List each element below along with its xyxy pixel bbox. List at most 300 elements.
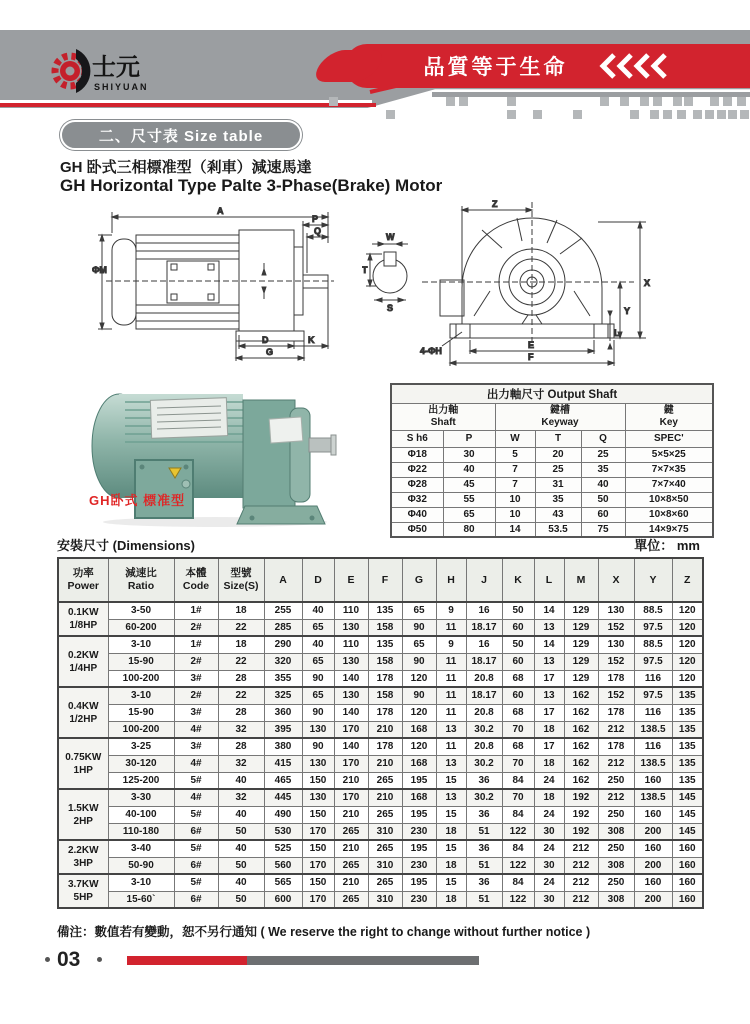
dim-cell: 122	[502, 891, 534, 908]
size-cell: 40	[218, 840, 264, 857]
dim-cell: 140	[334, 738, 368, 755]
slogan-text: 品質等于生命	[423, 56, 568, 79]
keyway-group-cn: 鍵槽	[550, 404, 570, 416]
power-kw: 0.2KW	[67, 649, 99, 661]
dim-cell: 14	[534, 636, 564, 653]
dim-cell: 210	[334, 772, 368, 789]
dim-cell: 530	[264, 823, 302, 840]
decorative-square	[693, 110, 702, 119]
dim-cell: 30.2	[466, 789, 502, 806]
main-col-header-cn: 本體	[185, 567, 207, 579]
shaft-cell: 10	[495, 492, 535, 507]
dim-cell: 140	[334, 670, 368, 687]
dim-cell: 110	[334, 602, 368, 619]
dim-cell: 110	[334, 636, 368, 653]
code-cell: 5#	[174, 840, 218, 857]
key-group-en: Key	[659, 416, 678, 428]
dim-cell: 30	[534, 823, 564, 840]
dim-cell: 290	[264, 636, 302, 653]
dim-cell: 30	[534, 891, 564, 908]
size-cell: 18	[218, 636, 264, 653]
dim-cell: 120	[672, 636, 703, 653]
shaft-cell: 75	[581, 522, 625, 537]
main-col-header	[108, 558, 174, 602]
main-col-header-dim: G	[402, 558, 436, 602]
dim-cell: 355	[264, 670, 302, 687]
dim-cell: 160	[672, 857, 703, 874]
dim-cell: 36	[466, 840, 502, 857]
dim-cell: 65	[302, 687, 334, 704]
dim-cell: 18	[436, 857, 466, 874]
size-cell: 22	[218, 653, 264, 670]
dim-cell: 36	[466, 806, 502, 823]
dim-cell: 212	[598, 755, 634, 772]
power-kw: 3.7KW	[67, 879, 99, 890]
ratio-cell: 3-10	[108, 874, 174, 891]
decorative-square	[446, 97, 455, 106]
dim-cell: 212	[564, 874, 598, 891]
ratio-cell: 3-50	[108, 602, 174, 619]
dim-cell: 210	[334, 874, 368, 891]
dim-cell: 490	[264, 806, 302, 823]
dim-cell: 9	[436, 602, 466, 619]
power-hp: 1/8HP	[69, 620, 98, 631]
decorative-square	[705, 110, 714, 119]
dim-cell: 122	[502, 823, 534, 840]
ratio-cell: 100-200	[108, 670, 174, 687]
dim-label-s: S	[387, 303, 394, 313]
main-table-row	[58, 653, 703, 670]
shaft-cell: 5×5×25	[625, 447, 713, 462]
dim-cell: 135	[368, 602, 402, 619]
main-col-header-dim: K	[502, 558, 534, 602]
shaft-table-row	[391, 492, 713, 507]
dim-cell: 135	[672, 704, 703, 721]
dim-label-d: D	[262, 335, 269, 345]
dim-label-t: T	[362, 265, 368, 275]
dim-cell: 160	[672, 840, 703, 857]
dim-cell: 15	[436, 840, 466, 857]
shaft-cell: 80	[443, 522, 495, 537]
dim-cell: 122	[502, 857, 534, 874]
dim-cell: 15	[436, 874, 466, 891]
page-title-cn: GH 卧式三相標准型（剎車）減速馬達	[60, 159, 312, 176]
ratio-cell: 110-180	[108, 823, 174, 840]
decorative-square	[640, 97, 649, 106]
shaft-cell: Φ32	[391, 492, 443, 507]
decorative-square	[740, 110, 749, 119]
dim-cell: 162	[564, 738, 598, 755]
main-col-header-dim: F	[368, 558, 402, 602]
dim-cell: 178	[598, 670, 634, 687]
dim-cell: 200	[634, 823, 672, 840]
footnote: 備注：數值若有變動，恕不另行通知 ( We reserve the right to change without further notice )	[57, 925, 591, 939]
dim-cell: 170	[334, 789, 368, 806]
main-table-row	[58, 806, 703, 823]
dim-cell: 250	[598, 874, 634, 891]
main-table-row	[58, 738, 703, 755]
dim-cell: 65	[402, 636, 436, 653]
dim-cell: 120	[402, 670, 436, 687]
dim-cell: 210	[368, 789, 402, 806]
main-col-header-dim: J	[466, 558, 502, 602]
power-kw: 2.2KW	[67, 845, 99, 856]
dim-label-q: Q	[314, 226, 322, 236]
shaft-cell: 10×8×60	[625, 507, 713, 522]
code-cell: 2#	[174, 687, 218, 704]
dim-cell: 60	[502, 653, 534, 670]
code-cell: 4#	[174, 721, 218, 738]
shaft-cell: 10×8×50	[625, 492, 713, 507]
power-hp: 5HP	[73, 892, 93, 903]
dim-cell: 84	[502, 772, 534, 789]
dim-cell: 24	[534, 840, 564, 857]
power-hp: 1/2HP	[69, 713, 98, 725]
dim-cell: 195	[402, 806, 436, 823]
dim-cell: 192	[564, 823, 598, 840]
dim-cell: 150	[302, 874, 334, 891]
dim-cell: 210	[368, 755, 402, 772]
dim-cell: 130	[302, 721, 334, 738]
dim-cell: 138.5	[634, 721, 672, 738]
dim-cell: 129	[564, 636, 598, 653]
dim-cell: 120	[672, 602, 703, 619]
dim-label-f: F	[528, 352, 534, 362]
dim-label-g: G	[266, 347, 274, 357]
shaft-group-shaft	[391, 403, 495, 430]
size-cell: 40	[218, 772, 264, 789]
dim-cell: 70	[502, 755, 534, 772]
main-col-header-dim: L	[534, 558, 564, 602]
dim-cell: 13	[534, 619, 564, 636]
main-table-row	[58, 874, 703, 891]
dim-cell: 145	[672, 823, 703, 840]
dim-cell: 11	[436, 619, 466, 636]
dim-cell: 178	[368, 738, 402, 755]
shaft-col-q: Q	[581, 430, 625, 447]
dim-cell: 152	[598, 653, 634, 670]
dim-cell: 600	[264, 891, 302, 908]
main-table-row	[58, 840, 703, 857]
dim-cell: 210	[368, 721, 402, 738]
main-col-header-cn: 功率	[72, 567, 94, 579]
dim-cell: 162	[564, 687, 598, 704]
main-table-row	[58, 687, 703, 704]
dim-label-z: Z	[492, 199, 498, 209]
dim-cell: 200	[634, 857, 672, 874]
dim-cell: 170	[334, 721, 368, 738]
size-cell: 22	[218, 687, 264, 704]
dim-cell: 210	[334, 806, 368, 823]
dim-cell: 140	[334, 704, 368, 721]
shaft-table-row	[391, 462, 713, 477]
dim-cell: 230	[402, 891, 436, 908]
dim-cell: 265	[368, 840, 402, 857]
dim-cell: 145	[672, 789, 703, 806]
output-shaft-table	[390, 383, 712, 538]
main-col-header-dim: A	[264, 558, 302, 602]
main-col-header	[218, 558, 264, 602]
decorative-square	[677, 110, 686, 119]
dim-cell: 70	[502, 789, 534, 806]
dim-cell: 18.17	[466, 687, 502, 704]
ratio-cell: 15-90	[108, 653, 174, 670]
dim-cell: 129	[564, 653, 598, 670]
main-col-header-dim: D	[302, 558, 334, 602]
dim-label-m: ΦM	[92, 265, 107, 275]
power-cell	[58, 687, 108, 738]
shaft-cell: 30	[443, 447, 495, 462]
decorative-square	[684, 97, 693, 106]
shaft-cell: 31	[535, 477, 581, 492]
shaft-cell: Φ50	[391, 522, 443, 537]
dim-cell: 265	[368, 772, 402, 789]
dim-cell: 152	[598, 687, 634, 704]
dim-cell: 60	[502, 619, 534, 636]
decorative-square	[630, 110, 639, 119]
shaft-group-key	[625, 403, 713, 430]
dim-cell: 18	[436, 823, 466, 840]
dim-cell: 195	[402, 772, 436, 789]
shaft-cell: 45	[443, 477, 495, 492]
main-table-row	[58, 636, 703, 653]
dim-cell: 30.2	[466, 755, 502, 772]
dim-cell: 68	[502, 670, 534, 687]
dim-cell: 18.17	[466, 619, 502, 636]
dim-cell: 265	[368, 874, 402, 891]
dim-cell: 9	[436, 636, 466, 653]
dim-cell: 97.5	[634, 653, 672, 670]
decorative-square	[329, 97, 338, 106]
main-col-header-dim: Z	[672, 558, 703, 602]
decorative-square	[620, 97, 629, 106]
dim-cell: 162	[564, 704, 598, 721]
shaft-group-keyway	[495, 403, 625, 430]
ratio-cell: 15-60`	[108, 891, 174, 908]
dimensions-label: 安裝尺寸 (Dimensions)	[57, 538, 195, 553]
dim-cell: 285	[264, 619, 302, 636]
decorative-square	[663, 110, 672, 119]
dim-cell: 192	[564, 789, 598, 806]
dim-cell: 88.5	[634, 636, 672, 653]
shaft-group-en: Shaft	[430, 416, 456, 428]
size-cell: 50	[218, 891, 264, 908]
shaft-table-title: 出力軸尺寸 Output Shaft	[391, 384, 713, 403]
main-table-row	[58, 755, 703, 772]
power-cell	[58, 636, 108, 687]
dim-cell: 380	[264, 738, 302, 755]
dim-label-holes: 4-ΦH	[420, 346, 442, 356]
dim-cell: 310	[368, 823, 402, 840]
brand-name-en: SHIYUAN	[94, 82, 149, 92]
power-cell	[58, 789, 108, 840]
page-footer	[45, 948, 705, 972]
dim-cell: 325	[264, 687, 302, 704]
shaft-cell: 60	[581, 507, 625, 522]
footer-bar-gray	[247, 956, 479, 965]
dim-cell: 129	[564, 619, 598, 636]
power-hp: 1/4HP	[69, 662, 98, 674]
main-table-row	[58, 891, 703, 908]
main-col-header-cn: 型號	[230, 567, 252, 579]
main-col-header-en: Power	[67, 580, 99, 592]
decorative-square	[653, 97, 662, 106]
dim-cell: 150	[302, 840, 334, 857]
code-cell: 5#	[174, 806, 218, 823]
dim-cell: 90	[402, 619, 436, 636]
dim-cell: 162	[564, 755, 598, 772]
dim-cell: 18	[436, 891, 466, 908]
dim-cell: 230	[402, 857, 436, 874]
dim-cell: 160	[672, 891, 703, 908]
page-dot-left	[45, 957, 50, 962]
section-pill	[60, 120, 302, 150]
main-col-header-dim: M	[564, 558, 598, 602]
ratio-cell: 60-200	[108, 619, 174, 636]
size-cell: 28	[218, 704, 264, 721]
ratio-cell: 30-120	[108, 755, 174, 772]
dim-cell: 150	[302, 772, 334, 789]
dim-cell: 168	[402, 755, 436, 772]
dim-cell: 135	[672, 755, 703, 772]
unit-label: 單位： mm	[634, 538, 700, 553]
dim-cell: 230	[402, 823, 436, 840]
dim-cell: 200	[634, 891, 672, 908]
main-col-header	[174, 558, 218, 602]
shaft-cell: 53.5	[535, 522, 581, 537]
decorative-squares	[0, 0, 750, 130]
dim-cell: 308	[598, 823, 634, 840]
dim-cell: 178	[598, 704, 634, 721]
main-col-header-cn: 減速比	[125, 567, 157, 579]
shaft-cell: 7×7×35	[625, 462, 713, 477]
dim-cell: 68	[502, 738, 534, 755]
decorative-square	[573, 110, 582, 119]
code-cell: 3#	[174, 704, 218, 721]
main-table-row	[58, 602, 703, 619]
main-col-header-en: Code	[182, 580, 210, 592]
dim-cell: 15	[436, 772, 466, 789]
page-dot-right	[97, 957, 102, 962]
shaft-cell: 10	[495, 507, 535, 522]
dim-cell: 360	[264, 704, 302, 721]
shaft-col-s: S h6	[391, 430, 443, 447]
decorative-square	[650, 110, 659, 119]
dim-label-e: E	[528, 340, 535, 350]
dim-cell: 415	[264, 755, 302, 772]
dim-cell: 51	[466, 823, 502, 840]
dim-cell: 84	[502, 874, 534, 891]
dim-cell: 395	[264, 721, 302, 738]
dim-cell: 11	[436, 653, 466, 670]
dim-cell: 16	[466, 636, 502, 653]
size-cell: 18	[218, 602, 264, 619]
dim-cell: 50	[502, 602, 534, 619]
dim-cell: 65	[302, 653, 334, 670]
shaft-table-row	[391, 477, 713, 492]
dim-cell: 90	[402, 687, 436, 704]
dim-cell: 158	[368, 653, 402, 670]
dim-cell: 13	[534, 653, 564, 670]
dim-cell: 145	[672, 806, 703, 823]
dim-cell: 310	[368, 891, 402, 908]
dim-cell: 13	[436, 789, 466, 806]
shaft-cell: 7	[495, 462, 535, 477]
size-cell: 32	[218, 789, 264, 806]
key-group-cn: 鍵	[663, 404, 674, 416]
ratio-cell: 3-40	[108, 840, 174, 857]
brand-name-cn: 士元	[92, 54, 140, 81]
dim-cell: 17	[534, 738, 564, 755]
dim-cell: 265	[368, 806, 402, 823]
shaft-cell: 25	[535, 462, 581, 477]
dim-cell: 24	[534, 806, 564, 823]
dim-cell: 212	[564, 891, 598, 908]
dim-cell: 11	[436, 687, 466, 704]
power-cell	[58, 874, 108, 908]
decorative-square	[600, 97, 609, 106]
dim-cell: 255	[264, 602, 302, 619]
decorative-square	[717, 110, 726, 119]
dim-cell: 160	[634, 840, 672, 857]
power-hp: 2HP	[73, 815, 93, 827]
dim-cell: 116	[634, 704, 672, 721]
shaft-cell: 35	[535, 492, 581, 507]
shaft-cell: Φ18	[391, 447, 443, 462]
dim-cell: 16	[466, 602, 502, 619]
shaft-cell: 43	[535, 507, 581, 522]
dim-cell: 135	[672, 721, 703, 738]
shaft-col-p: P	[443, 430, 495, 447]
power-kw: 0.75KW	[65, 751, 102, 763]
dim-label-x: X	[644, 278, 651, 288]
decorative-square	[533, 110, 542, 119]
dim-cell: 18	[534, 721, 564, 738]
dim-cell: 120	[402, 738, 436, 755]
ratio-cell: 100-200	[108, 721, 174, 738]
dim-label-a: A	[217, 206, 224, 216]
ratio-cell: 3-10	[108, 636, 174, 653]
dim-cell: 97.5	[634, 687, 672, 704]
dim-cell: 265	[334, 857, 368, 874]
dim-cell: 36	[466, 874, 502, 891]
shaft-col-w: W	[495, 430, 535, 447]
ratio-cell: 3-30	[108, 789, 174, 806]
dim-cell: 130	[334, 619, 368, 636]
main-table-row	[58, 857, 703, 874]
dim-cell: 84	[502, 806, 534, 823]
shaft-cell: 65	[443, 507, 495, 522]
dim-cell: 250	[598, 806, 634, 823]
decorative-square	[737, 97, 746, 106]
power-cell	[58, 738, 108, 789]
dim-cell: 40	[302, 602, 334, 619]
shaft-col-spec: SPEC'	[625, 430, 713, 447]
shaft-cell: 55	[443, 492, 495, 507]
size-cell: 32	[218, 721, 264, 738]
dim-cell: 192	[564, 806, 598, 823]
decorative-square	[728, 110, 737, 119]
shaft-cell: 35	[581, 462, 625, 477]
footer-bar-red	[127, 956, 247, 965]
main-table-row	[58, 772, 703, 789]
dim-cell: 308	[598, 857, 634, 874]
dim-cell: 88.5	[634, 602, 672, 619]
dim-label-p: P	[312, 214, 319, 224]
dimensions-table	[57, 557, 702, 909]
dim-cell: 50	[502, 636, 534, 653]
dim-label-w: W	[386, 232, 395, 242]
